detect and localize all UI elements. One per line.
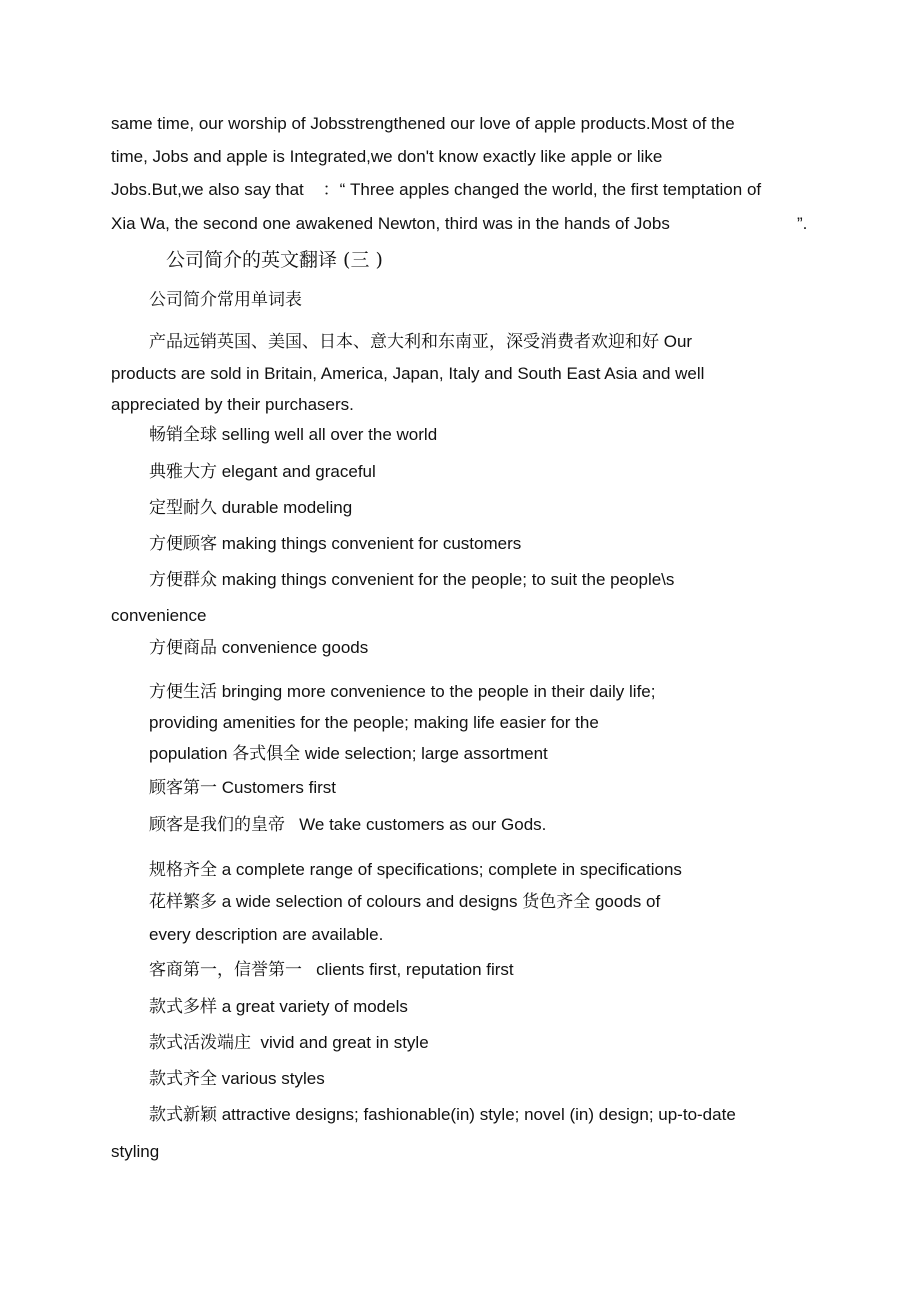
entry-zh: 顾客第一 bbox=[149, 778, 217, 798]
entry-en: bringing more convenience to the people in their daily life; bbox=[217, 682, 656, 701]
entry-en: population bbox=[149, 744, 233, 763]
entry-zh: 典雅大方 bbox=[149, 462, 217, 482]
entry-zh: 款式活泼端庄 bbox=[149, 1033, 251, 1053]
entry-zh: 款式多样 bbox=[149, 997, 217, 1017]
entry-line bbox=[149, 1104, 736, 1126]
entry-line bbox=[149, 461, 376, 483]
entry-line: every description are available. bbox=[149, 925, 384, 944]
entry-zh: 方便商品 bbox=[149, 638, 217, 658]
entry-line bbox=[149, 859, 682, 881]
entry-zh: 方便顾客 bbox=[149, 534, 217, 554]
entry-zh: 规格齐全 bbox=[149, 860, 217, 880]
entry-zh: 方便群众 bbox=[149, 570, 217, 590]
entry-en: clients first, reputation first bbox=[302, 960, 514, 979]
entry-line bbox=[149, 569, 674, 591]
entry-en: durable modeling bbox=[217, 498, 353, 517]
entry-en: various styles bbox=[217, 1069, 325, 1088]
entry-line: styling bbox=[111, 1142, 160, 1161]
entry-line bbox=[149, 891, 660, 913]
entry-en: Our bbox=[659, 332, 693, 351]
entry-line: providing amenities for the people; making life easier for the bbox=[149, 713, 599, 732]
entry-zh: 各式俱全 bbox=[232, 744, 301, 764]
entry-en: attractive designs; fashionable(in) style; novel (in) design; up-to-date bbox=[217, 1105, 736, 1124]
intro-line-4: Xia Wa, the second one awakened Newton, third was in the hands of Jobs bbox=[111, 214, 670, 233]
entry-zh: 款式新颖 bbox=[149, 1105, 217, 1125]
entry-line bbox=[149, 743, 548, 765]
intro-line-1: same time, our worship of Jobsstrengthened our love of apple products.Most of the bbox=[111, 114, 735, 133]
entry-zh: 定型耐久 bbox=[149, 498, 217, 518]
entry-line bbox=[149, 777, 336, 799]
entry-en: a complete range of specifications; complete in specifications bbox=[217, 860, 682, 879]
entry-zh: 货色齐全 bbox=[522, 892, 591, 912]
entry-line bbox=[149, 497, 352, 519]
entry-line: appreciated by their purchasers. bbox=[111, 395, 354, 414]
entry-en: making things convenient for customers bbox=[217, 534, 522, 553]
entry-en: convenience goods bbox=[217, 638, 369, 657]
entry-line bbox=[149, 331, 692, 353]
entry-en: We take customers as our Gods. bbox=[285, 815, 547, 834]
entry-zh: 方便生活 bbox=[149, 682, 217, 702]
entry-zh: 畅销全球 bbox=[149, 425, 217, 445]
entry-line bbox=[149, 681, 656, 703]
entry-en: a great variety of models bbox=[217, 997, 408, 1016]
entry-zh: 产品远销英国、美国、日本、意大利和东南亚，深受消费者欢迎和好 bbox=[149, 332, 659, 352]
entry-zh: 客商第一，信誉第一 bbox=[149, 960, 302, 980]
entry-en: elegant and graceful bbox=[217, 462, 376, 481]
entry-line bbox=[149, 996, 408, 1018]
entry-en: vivid and great in style bbox=[251, 1033, 429, 1052]
intro-closing-quote: ”. bbox=[797, 214, 808, 233]
entry-line: products are sold in Britain, America, Japan, Italy and South East Asia and well bbox=[111, 364, 705, 383]
entry-line bbox=[149, 814, 546, 836]
entry-zh: 款式齐全 bbox=[149, 1069, 217, 1089]
entry-en: making things convenient for the people; to suit the people\s bbox=[217, 570, 675, 589]
entry-en: Customers first bbox=[217, 778, 337, 797]
entry-line bbox=[149, 1032, 429, 1054]
entry-zh: 顾客是我们的皇帝 bbox=[149, 815, 285, 835]
entry-en: wide selection; large assortment bbox=[300, 744, 548, 763]
entry-line bbox=[149, 959, 514, 981]
entry-line bbox=[149, 1068, 325, 1090]
section-subheading: 公司简介常用单词表 bbox=[149, 290, 302, 310]
entry-en: a wide selection of colours and designs bbox=[217, 892, 523, 911]
entry-line: convenience bbox=[111, 606, 207, 625]
section-heading: 公司简介的英文翻译 (三 ) bbox=[166, 249, 383, 271]
entry-line bbox=[149, 424, 437, 446]
entry-en: goods of bbox=[590, 892, 661, 911]
intro-line-3: Jobs.But,we also say that ：“ Three apples changed the world, the first temptation of bbox=[111, 180, 762, 199]
entry-zh: 花样繁多 bbox=[149, 892, 217, 912]
entry-line bbox=[149, 533, 521, 555]
intro-line-2: time, Jobs and apple is Integrated,we don't know exactly like apple or like bbox=[111, 147, 663, 166]
entry-line bbox=[149, 637, 368, 659]
entry-en: selling well all over the world bbox=[217, 425, 438, 444]
